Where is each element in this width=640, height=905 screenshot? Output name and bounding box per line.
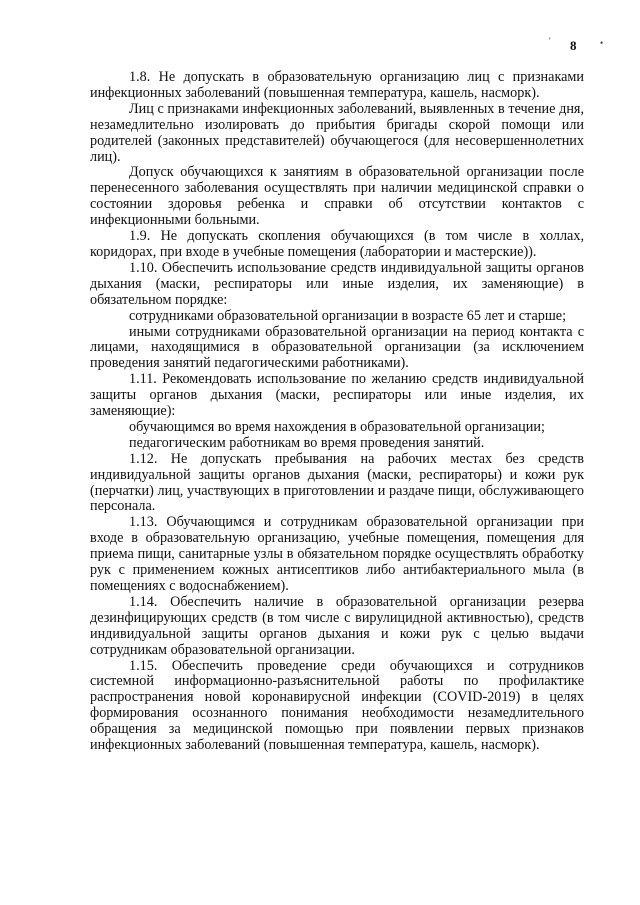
paragraph-1-10-staff-65: сотрудниками образовательной организации в возрасте 65 лет и старше; bbox=[129, 307, 567, 324]
paragraph-1-15: 1.15. Обеспечить проведение среди обучающихся и сотрудников системной информационно-разъяснительной работы по профилактике распространения новой коронавирусной инфекции (COVID-2019) в целях формирования осознанного понимания необходимости незамедлительного обращения за медицинской помощью при появлении первых признаков инфекционных заболеваний (повышенная температура, кашель, насморк). bbox=[90, 657, 584, 754]
paragraph-1-12: 1.12. Не допускать пребывания на рабочих местах без средств индивидуальной защиты органов дыхания (маски, респираторы) и кожи рук (перчатки) лиц, участвующих в приготовлении и раздаче пищи, обслуживающего персонала. bbox=[90, 450, 584, 515]
paragraph-1-10: 1.10. Обеспечить использование средств индивидуальной защиты органов дыхания (маски, респираторы или иные изделия, их заменяющие) в обязательном порядке: bbox=[90, 259, 584, 308]
paragraph-admission: Допуск обучающихся к занятиям в образовательной организации после перенесенного заболевания осуществлять при наличии медицинской справки о состоянии здоровья ребенка и справки об отсутствии контактов с инфекционными больными. bbox=[90, 164, 584, 229]
page-number: 8 bbox=[570, 38, 577, 53]
paragraph-1-11: 1.11. Рекомендовать использование по желанию средств индивидуальной защиты органов дыхания (маски, респираторы или иные изделия, их заменяющие): bbox=[90, 371, 584, 420]
paragraph-1-13: 1.13. Обучающимся и сотрудникам образовательной организации при входе в образовательную организацию, учебные помещения, помещения для приема пищи, санитарные узлы в обязательном порядке осуществлять обработку рук с применением кожных антисептиков либо антибактериального мыла (в помещениях с водоснабжением). bbox=[90, 514, 584, 594]
paragraph-1-10-other-staff: иными сотрудниками образовательной организации на период контакта с лицами, находящимися в образовательной организации (за исключением проведения занятий педагогическими работниками). bbox=[90, 323, 584, 372]
document-body bbox=[90, 70, 584, 754]
scan-mark: • bbox=[600, 38, 604, 48]
paragraph-1-14: 1.14. Обеспечить наличие в образовательной организации резерва дезинфицирующих средств (в том числе с вирулицидной активностью), средств индивидуальной защиты органов дыхания и кожи рук с целью выдачи сотрудникам образовательной организации. bbox=[90, 593, 584, 658]
scan-mark: ' bbox=[549, 36, 551, 46]
paragraph-1-11-teachers: педагогическим работникам во время проведения занятий. bbox=[129, 434, 485, 451]
paragraph-isolation: Лиц с признаками инфекционных заболеваний, выявленных в течение дня, незамедлительно изолировать до прибытия бригады скорой помощи или родителей (законных представителей) обучающегося (для несовершеннолетних лиц). bbox=[90, 100, 584, 165]
paragraph-1-11-students: обучающимся во время нахождения в образовательной организации; bbox=[129, 418, 545, 435]
paragraph-1-9: 1.9. Не допускать скопления обучающихся (в том числе в холлах, коридорах, при входе в учебные помещения (лаборатории и мастерские)). bbox=[90, 228, 584, 260]
paragraph-1-8: 1.8. Не допускать в образовательную организацию лиц с признаками инфекционных заболеваний (повышенная температура, кашель, насморк). bbox=[90, 69, 584, 101]
